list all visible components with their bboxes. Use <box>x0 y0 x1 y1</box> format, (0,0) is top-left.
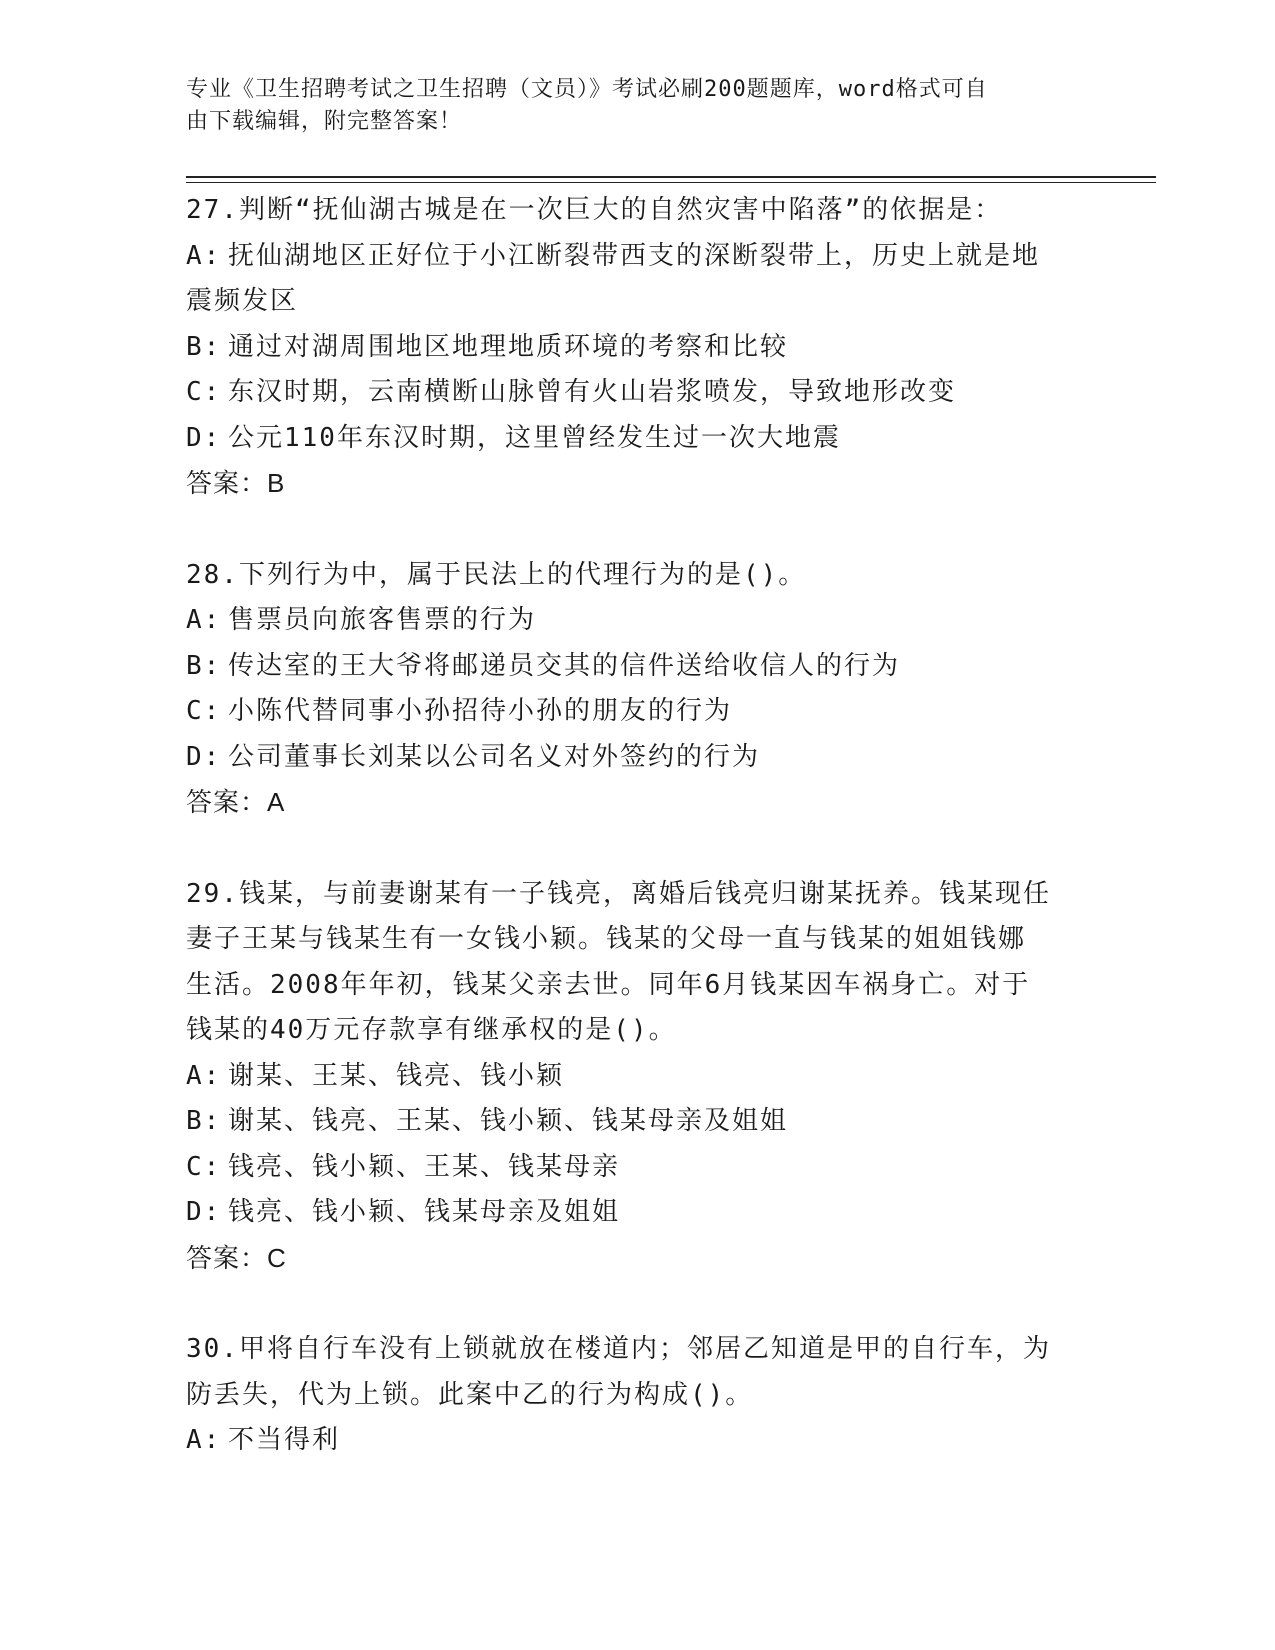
option-label: D: <box>186 422 222 453</box>
option-line <box>186 416 1086 462</box>
option-text: 钱亮、钱小颖、钱某母亲及姐姐 <box>228 1197 621 1227</box>
option-label: A: <box>186 605 222 635</box>
header-rule-thick <box>186 176 1156 178</box>
question-stem-line: 29.钱某，与前妻谢某有一子钱亮，离婚后钱亮归谢某抚养。钱某现任 <box>186 878 1051 909</box>
answer-line: 答案：C <box>186 1242 287 1273</box>
answer-line: 答案：B <box>186 468 286 498</box>
option-text: 东汉时期，云南横断山脉曾有火山岩浆喷发，导致地形改变 <box>228 377 957 407</box>
option-text: 传达室的王大爷将邮递员交其的信件送给收信人的行为 <box>228 650 901 681</box>
question-stem-line: 28.下列行为中，属于民法上的代理行为的是()。 <box>186 559 807 590</box>
header-rule-thin <box>186 182 1156 183</box>
option-line <box>186 1418 1086 1464</box>
option-label: B: <box>186 650 222 681</box>
option-line <box>186 644 1086 690</box>
option-line <box>186 1054 1086 1100</box>
option-label: A: <box>186 1425 222 1455</box>
question-stem-line: 妻子王某与钱某生有一女钱小颖。钱某的父母一直与钱某的姐姐钱娜 <box>186 924 1027 954</box>
option-label: A: <box>186 240 222 271</box>
option-label: B: <box>186 331 222 362</box>
option-line <box>186 279 1086 325</box>
option-text: 公元110年东汉时期，这里曾经发生过一次大地震 <box>228 422 841 453</box>
option-line <box>186 598 1086 644</box>
question-stem-line: 27.判断“抚仙湖古城是在一次巨大的自然灾害中陷落”的依据是： <box>186 195 1003 225</box>
option-text: 通过对湖周围地区地理地质环境的考察和比较 <box>228 331 789 362</box>
header-line-1: 专业《卫生招聘考试之卫生招聘（文员）》考试必刷200题题库，word格式可自 <box>186 77 988 102</box>
option-line <box>186 1099 1086 1145</box>
option-label: D: <box>186 1197 222 1227</box>
option-line <box>186 1190 1086 1236</box>
option-line <box>186 325 1086 371</box>
question-stem-line: 30.甲将自行车没有上锁就放在楼道内；邻居乙知道是甲的自行车，为 <box>186 1334 1051 1364</box>
option-text: 售票员向旅客售票的行为 <box>228 605 537 635</box>
option-line <box>186 689 1086 735</box>
option-label: B: <box>186 1106 222 1136</box>
option-line <box>186 234 1086 280</box>
question-block <box>186 1327 1086 1464</box>
option-line <box>186 370 1086 416</box>
question-block <box>186 872 1086 1282</box>
header-line-2: 由下载编辑，附完整答案！ <box>186 109 463 134</box>
question-block <box>186 553 1086 826</box>
option-text: 钱亮、钱小颖、王某、钱某母亲 <box>228 1151 621 1182</box>
question-list <box>186 188 1086 1510</box>
option-label: D: <box>186 741 222 772</box>
option-text: 小陈代替同事小孙招待小孙的朋友的行为 <box>228 696 733 726</box>
option-text: 公司董事长刘某以公司名义对外签约的行为 <box>228 741 761 772</box>
option-line <box>186 735 1086 781</box>
option-label: C: <box>186 696 222 726</box>
option-text: 震频发区 <box>186 286 299 316</box>
question-block <box>186 188 1086 507</box>
option-line <box>186 1145 1086 1191</box>
document-header <box>186 74 1066 138</box>
question-stem-line: 防丢失，代为上锁。此案中乙的行为构成()。 <box>186 1379 754 1410</box>
option-text: 抚仙湖地区正好位于小江断裂带西支的深断裂带上，历史上就是地 <box>228 240 1041 271</box>
option-text: 谢某、钱亮、王某、钱小颖、钱某母亲及姐姐 <box>228 1106 789 1136</box>
answer-line: 答案：A <box>186 787 286 817</box>
question-stem-line: 钱某的40万元存款享有继承权的是()。 <box>186 1015 677 1045</box>
option-label: A: <box>186 1060 222 1091</box>
question-stem-line: 生活。2008年年初，钱某父亲去世。同年6月钱某因车祸身亡。对于 <box>186 969 1031 1000</box>
option-text: 谢某、王某、钱亮、钱小颖 <box>228 1060 565 1091</box>
option-label: C: <box>186 1151 222 1182</box>
option-text: 不当得利 <box>228 1425 341 1455</box>
option-label: C: <box>186 377 222 407</box>
